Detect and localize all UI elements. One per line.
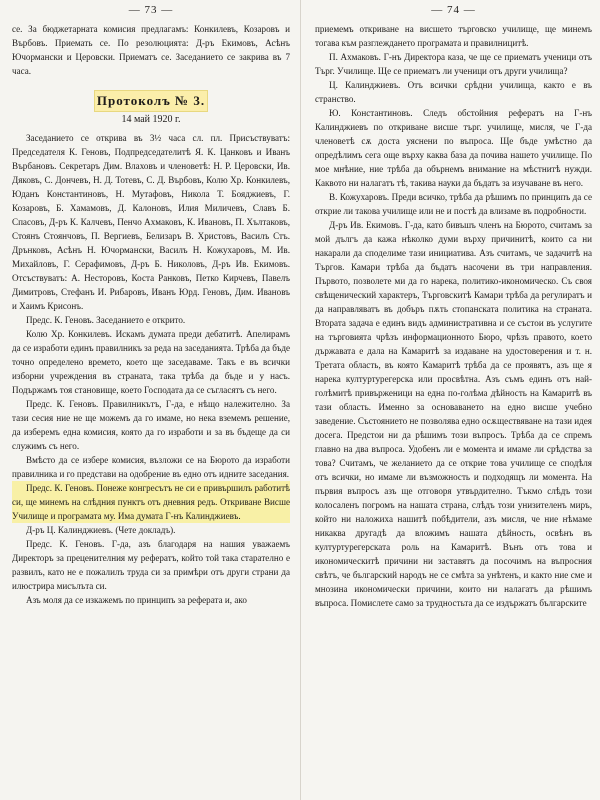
- protocol-title: Протоколъ № 3.: [94, 90, 208, 112]
- agenda-intro: Предс. К. Геновъ. Понеже конгресътъ не си е привършилъ работитѣ си, ще минемъ на слѣдния пунктъ отъ дневния редъ.: [12, 483, 290, 507]
- protocol-date: 14 май 1920 г.: [121, 114, 181, 125]
- closing-paragraph: се. За бюджетарната комисия предлагамъ: Конкилевъ, Козаровъ и Върбовъ. Приемать се. По резолюцията: Д-ръ Екимовъ, Асѣнъ Ючормански и Церовски. Приематъ се. Заседанието се закрива въ 7 часа.: [12, 24, 290, 76]
- konkilev-statement: Колю Хр. Конкилевъ. Искамъ думата преди дебатитѣ. Апелирамъ да се изработи единъ правилникъ за реда на заседанията. Трѣба да бъде точно определено времето, което ще заседаваме. Такъ е въ всички изборни учреждения въ страната, така трѣба да бъде и у насъ. Подържамъ тоя становище, което Господата да се съгласятъ съ него.: [12, 329, 290, 395]
- opening-statement: Предс. К. Геновъ. Заседанието е открито.: [26, 315, 186, 325]
- attendance-paragraph: Заседанието се открива въ 3½ часа сл. пл. Присъствуватъ: Председателя К. Геновъ, Подпредседателитѣ Я. К. Цанковъ и Иванъ Върбановъ. Секретаръ Дим. Влаховъ и членоветѣ: Н. Р. Церовски, Ив. Дяковъ, С. Дончевъ, Н. Д. Тотевъ, С. Д. Върбовъ, Колю Хр. Конкилевъ, Юданъ Константиновъ, Н. Мутафовъ, Никола Т. Бояджиевъ, Г. Козаровъ, Б. Хамамовъ, Д. Калоновъ, Илия Миличевъ, Славъ Б. Спасовъ, Д-ръ К. Калчевъ, Пенчо Ахмаковъ, К. Ивановъ, П. Хълтаковъ, Стоянъ Стоянчовъ, П. Вергиевъ, Белизаръ В. Христовъ, Василъ Стъ. Дрънковъ, Асѣнъ Н. Ючормански, Василъ Н. Кожухаровъ, М. Ив. Михайловъ, Г. Серафимовъ, Д-ръ Б. Николовъ, Д-ръ Ив. Екимовъ. Отсъствуватъ: А. Несторовъ, Коста Ранковъ, Петко Кирчевъ, Павелъ Димитровъ, Стефанъ И. Рибаровъ, Иванъ Юрд. Геновъ, Дим. Ивановъ и Хаимъ Крисонъ.: [12, 133, 290, 311]
- report-reading: Д-ръ Ц. Калинджиевъ. (Чете докладъ).: [26, 525, 176, 535]
- genov-statement: Предс. К. Геновъ. Правилникътъ, Г-да, е нѣщо належително. За тази сесия ние не ще можемъ да го имаме, но нека вземемъ решение, да изберемъ една комисия, която да го изработи и за въ бъдеще да си служимъ съ него.: [12, 399, 290, 451]
- bureau-decision: Вмѣсто да се избере комисия, възложи се на Бюрото да изработи правилника и го представи на одобрение въ едно отъ идните заседания.: [12, 455, 290, 479]
- closing-line: Азъ моля да се изкажемъ по принципъ за реферата и, ако: [26, 595, 247, 605]
- genov-thanks: Предс. К. Геновъ. Г-да, азъ благодаря на нашия уважаемъ Директоръ за преценителния му рефератъ, който той така старателно е развилъ, като не е пожалилъ труда си за примѣри отъ други страни да илюстрира мисълъта си.: [12, 539, 290, 591]
- right-page: [300, 0, 600, 800]
- right-page-number: — 74 —: [431, 4, 476, 16]
- konstantinov-statement: Ю. Константиновъ. Следъ обстойния рефератъ на Г-нъ Калинджиевъ по откриване висше търг. училище, мисля, че Г-да членоветѣ сѫ доста уяснени по въпроса. Ще бъде умѣстно да опредѣлимъ сега още върху каква база да почива нашето училище. По мое мнѣние, ние трѣба да обърнемъ внимание на мѣстнитѣ нужди. Каквото ни налагатъ тѣ, такива науки да бъдатъ за изучаване въ него.: [315, 108, 592, 188]
- continuation-paragraph: приемемъ откриване на висшето търговско училище, ще минемъ тогава към разглеждането програмата и правилницитѣ.: [315, 24, 592, 48]
- highlighted-agenda-paragraph: [12, 481, 290, 523]
- ekimov-speech: Д-ръ Ив. Екимовъ. Г-да, като бивъшъ членъ на Бюрото, считамъ за мой дългъ да кажа нѣколко думи върху причинитѣ, които са ни накарали да споделиме тази инициатива. Азъ считамъ, че задачитѣ на Търгов. Камари трѣба да бъдатъ насочени въ три направления. Първото, позволете ми да го нарека, политико-икономическо. Съ своя свѣщенический характеръ, Търговскитѣ Камари трѣба да регулиратъ и да направляватъ въ добъръ пѫть стопанската политика на страната. Втората задача е единъ видъ административна и се състои въ услугите на търговията чрѣзъ информационното Бюро, чрѣзъ правото, което държавата е дала на Камаритѣ за издаване на удостоверения и т. н. Третата область, въ която Камаритѣ трѣба да се проявятъ, азъ ще я нарека културтурегерска или просвѣтна. Азъ съмъ единъ отъ най-голѣмитѣ привърженици на една по-голѣма дѣйность на Камаритѣ въ тази область. Именно за основаването на едно висше учебно заведение. Състоянието не позволява едно осѫществяване на тази идея досега. Предстои ни да рѣшимъ този въпросъ. Трѣба да се спремъ главно на два въпроса. Удобенъ ли е момента и имаме ли срѣдства за това? Считамъ, че желанието да се открие това училище се сподѣля отъ всички, но имаме ли възможность и подходящъ ли момента. На първия въпросъ азъ ще отговоря утвърдително. Тъкмо слѣдъ този колосаленъ погромъ на нашата страна, слѣдъ този унизителенъ миръ, който ни наложиха нашитѣ побѣдители, азъ мисля, че ние нѣмаме никаква другадѣ да вложимъ нашата дѣйность, освѣнъ въ културтурегерската роль на Камаритѣ. Вънъ отъ това и икономическитѣ причини ни заставятъ да посочимъ на въпросния свѣтъ, че българский народъ не се смѣта за унѣтенъ, и както ние сме и мнозина икономически причини, които ни налагатъ да рѣшимъ въпроса. Помислете само за трудностьта да се издържатъ българските: [315, 220, 592, 608]
- kozhuharov-statement: В. Кожухаровъ. Преди всичко, трѣба да рѣшимъ по принципъ да се открие ли такова училище или не и постѣ да влизаме въ подробности.: [315, 192, 592, 216]
- kalindzhiev-answer: Ц. Калинджиевъ. Отъ всички срѣдни училища, както е въ странство.: [315, 80, 592, 104]
- agenda-topic: Откриване Висше Училище и програмата му. Има думата Г-нъ Калинджиевъ.: [12, 497, 290, 521]
- ahmakov-question: П. Ахмаковъ. Г-нъ Директора каза, че ще се приематъ ученици отъ Търг. Училище. Ще се приематъ ли ученици отъ други училища?: [315, 52, 592, 76]
- left-page-number: — 73 —: [128, 4, 174, 16]
